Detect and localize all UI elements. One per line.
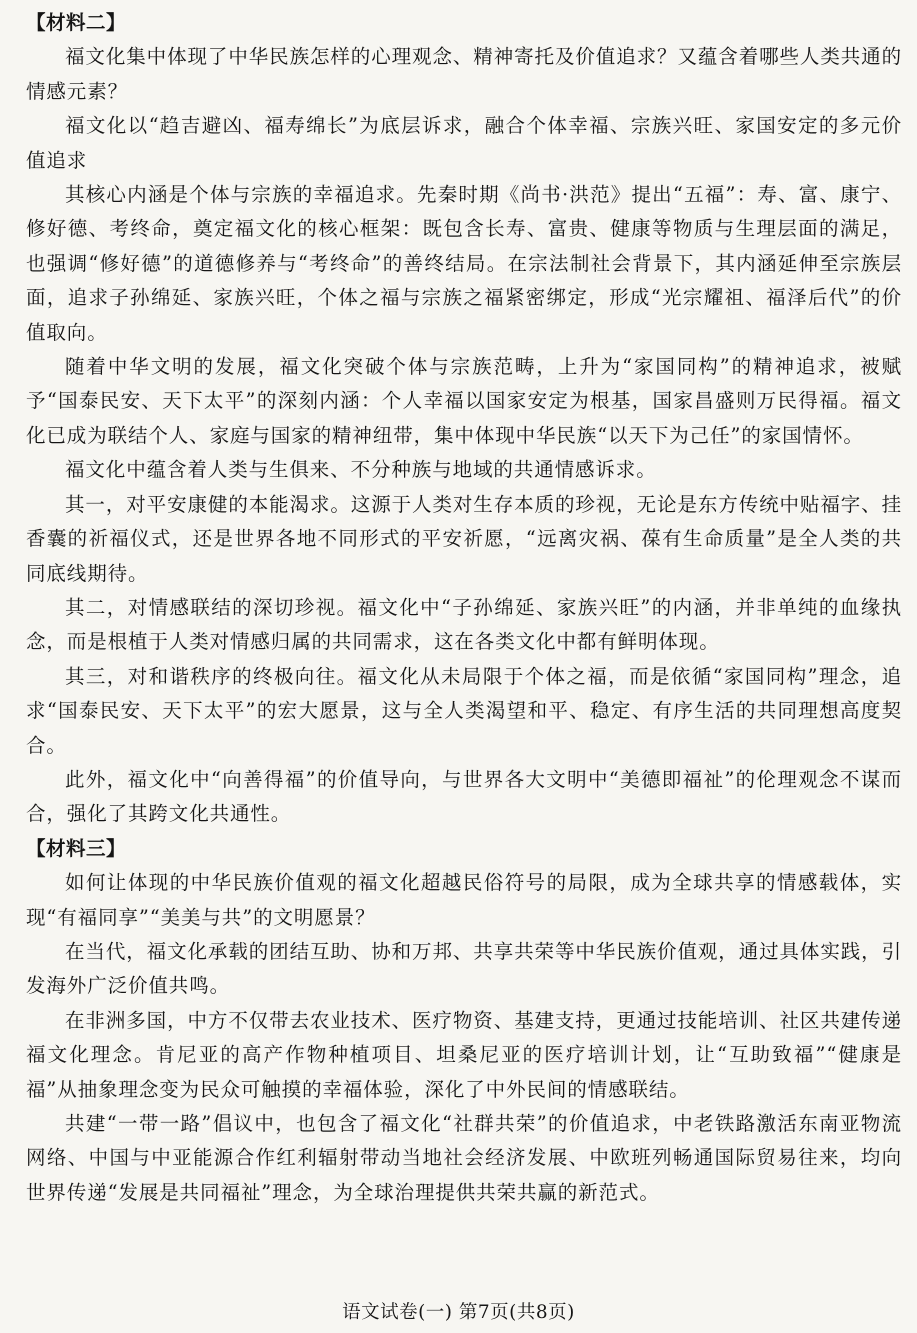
paragraph: 福文化集中体现了中华民族怎样的心理观念、精神寄托及价值追求？又蕴含着哪些人类共通的情感元素？ bbox=[26, 45, 902, 103]
paragraph: 在当代，福文化承载的团结互助、协和万邦、共享共荣等中华民族价值观，通过具体实践，引发海外广泛价值共鸣。 bbox=[26, 939, 902, 998]
paragraph: 其三，对和谐秩序的终极向往。福文化从未局限于个体之福，而是依循“家国同构”理念，追求“国泰民安、天下太平”的宏大愿景，这与全人类渴望和平、稳定、有序生活的共同理想高度契合。 bbox=[26, 664, 902, 757]
material-2-heading: 【材料二】 bbox=[26, 11, 127, 34]
page-footer: 语文试卷(一) 第7页(共8页) bbox=[342, 1302, 575, 1323]
paragraph: 其二，对情感联结的深切珍视。福文化中“子孙绵延、家族兴旺”的内涵，并非单纯的血缘执念，而是根植于人类对情感归属的共同需求，这在各类文化中都有鲜明体现。 bbox=[26, 595, 902, 654]
paragraph: 其一，对平安康健的本能渴求。这源于人类对生存本质的珍视，无论是东方传统中贴福字、挂香囊的祈福仪式，还是世界各地不同形式的平安祈愿，“远离灾祸、葆有生命质量”是全人类的共同底线期待。 bbox=[26, 492, 902, 585]
paragraph: 在非洲多国，中方不仅带去农业技术、医疗物资、基建支持，更通过技能培训、社区共建传递福文化理念。肯尼亚的高产作物种植项目、坦桑尼亚的医疗培训计划，让“互助致福”“健康是福”从抽象理念变为民众可触摸的幸福体验，深化了中外民间的情感联结。 bbox=[26, 1008, 902, 1101]
material-3-heading: 【材料三】 bbox=[26, 836, 127, 860]
paragraph: 福文化以“趋吉避凶、福寿绵长”为底层诉求，融合个体幸福、宗族兴旺、家国安定的多元价值追求 bbox=[26, 114, 902, 172]
paragraph: 其核心内涵是个体与宗族的幸福追求。先秦时期《尚书·洪范》提出“五福”：寿、富、康宁、修好德、考终命，奠定福文化的核心框架：既包含长寿、富贵、健康等物质与生理层面的满足，也强调“修好德”的道德修养与“考终命”的善终结局。在宗法制社会背景下，其内涵延伸至宗族层面，追求子孙绵延、家族兴旺，个体之福与宗族之福紧密绑定，形成“光宗耀祖、福泽后代”的价值取向。 bbox=[26, 183, 902, 344]
paragraph: 共建“一带一路”倡议中，也包含了福文化“社群共荣”的价值追求，中老铁路激活东南亚物流网络、中国与中亚能源合作红利辐射带动当地社会经济发展、中欧班列畅通国际贸易往来，均向世界传递“发展是共同福祉”理念，为全球治理提供共荣共赢的新范式。 bbox=[26, 1112, 902, 1204]
paragraph: 此外，福文化中“向善得福”的价值导向，与世界各大文明中“美德即福祉”的伦理观念不谋而合，强化了其跨文化共通性。 bbox=[26, 767, 902, 826]
paragraph: 随着中华文明的发展，福文化突破个体与宗族范畴，上升为“家国同构”的精神追求，被赋予“国泰民安、天下太平”的深刻内涵：个人幸福以国家安定为根基，国家昌盛则万民得福。福文化已成为联结个人、家庭与国家的精神纽带，集中体现中华民族“以天下为己任”的家国情怀。 bbox=[26, 355, 902, 447]
page-content bbox=[26, 6, 902, 1210]
paragraph: 福文化中蕴含着人类与生俱来、不分种族与地域的共通情感诉求。 bbox=[65, 458, 657, 482]
paragraph: 如何让体现的中华民族价值观的福文化超越民俗符号的局限，成为全球共享的情感载体，实现“有福同享”“美美与共”的文明愿景？ bbox=[26, 871, 902, 929]
